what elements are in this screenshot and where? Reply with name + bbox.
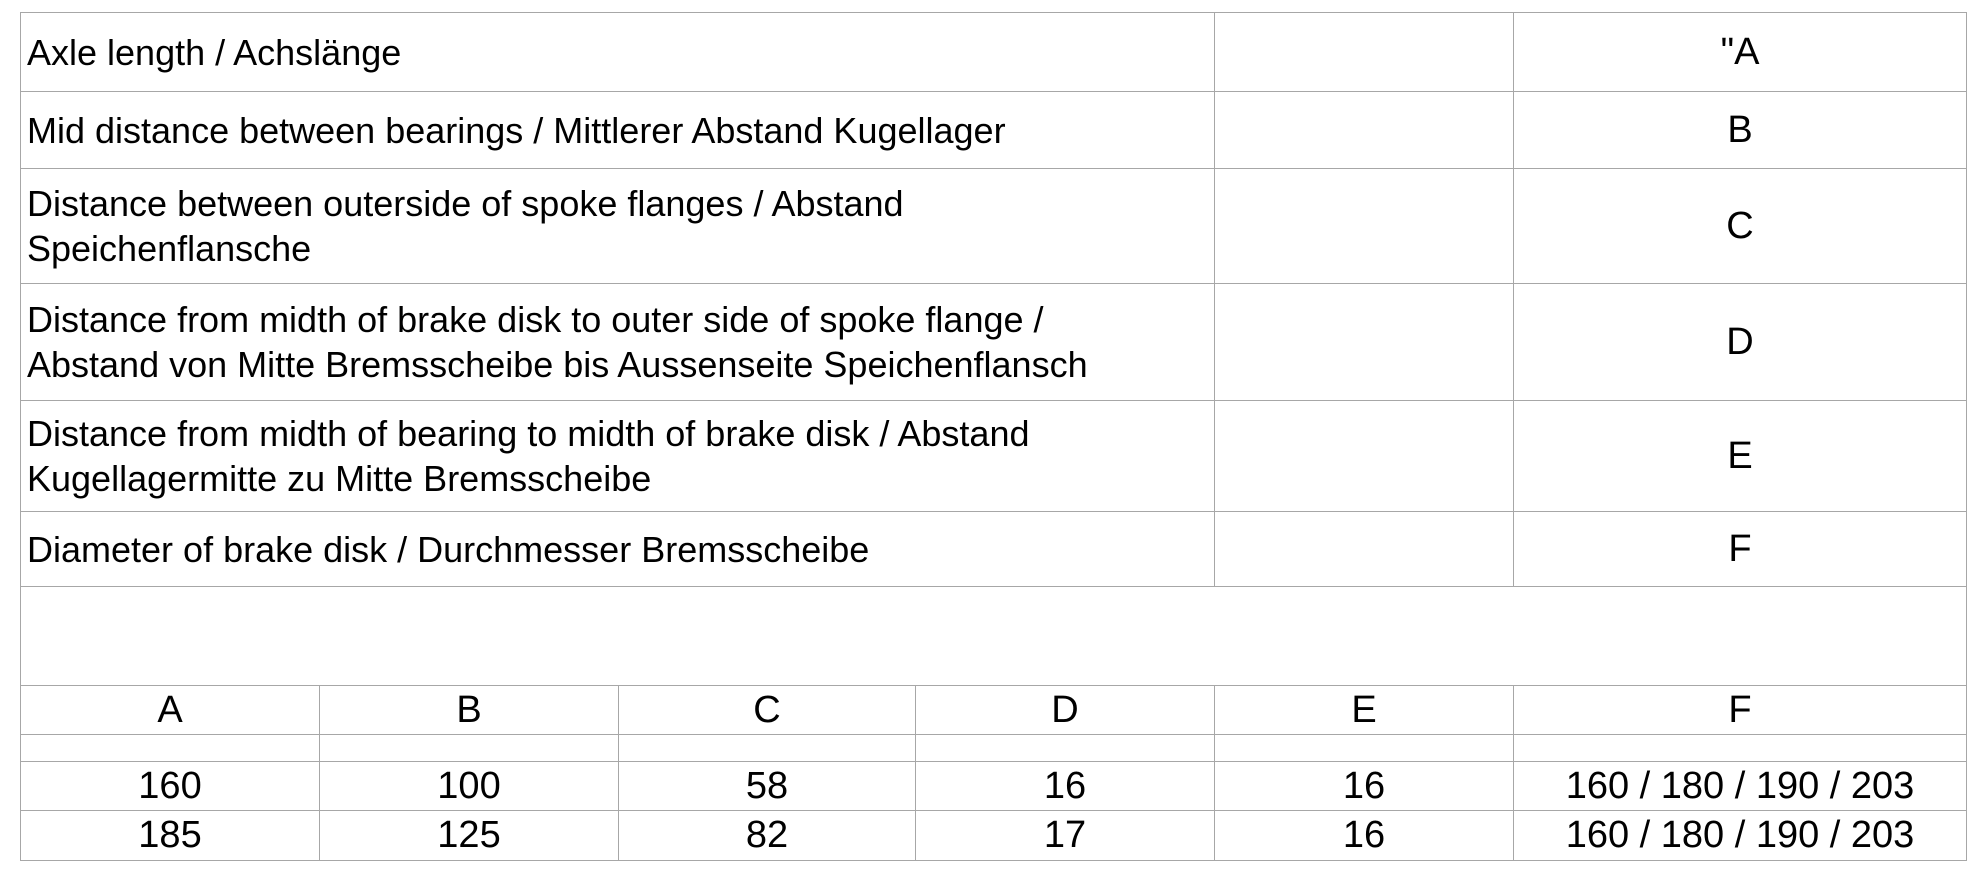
dimension-description-b-text: Mid distance between bearings / Mittlerer Abstand Kugellager (27, 109, 1006, 151)
dimension-code-a[interactable] (1513, 12, 1967, 92)
dimension-description-c[interactable] (20, 168, 1215, 284)
dimension-description-a-text: Axle length / Achslänge (27, 31, 402, 73)
table-header-a-text: A (157, 688, 183, 731)
dimension-empty-cell-a[interactable] (1214, 12, 1514, 92)
table-header-c-text: C (753, 688, 781, 731)
dimension-description-f-text: Diameter of brake disk / Durchmesser Bremsscheibe (27, 528, 870, 570)
table-cell-value: 16 (1043, 764, 1087, 807)
dimension-code-e[interactable] (1513, 400, 1967, 512)
dimension-description-e-text: Distance from midth of bearing to midth of brake disk / Abstand Kugellagermitte zu Mitte Bremsscheibe (27, 413, 1030, 499)
empty-thin-cell-c[interactable] (618, 734, 916, 762)
dimension-description-f[interactable] (20, 511, 1215, 587)
dimension-empty-cell-b[interactable] (1214, 91, 1514, 169)
table-header-f[interactable] (1513, 685, 1967, 735)
table-cell-value: 82 (745, 814, 789, 856)
table-cell-value: 16 (1342, 814, 1386, 856)
empty-thin-cell-b[interactable] (319, 734, 619, 762)
table-cell-value: 125 (437, 814, 501, 856)
dimension-empty-cell-e[interactable] (1214, 400, 1514, 512)
dimension-description-a[interactable] (20, 12, 1215, 92)
table-cell[interactable] (915, 810, 1215, 861)
table-cell[interactable] (1513, 810, 1967, 861)
table-header-d[interactable] (915, 685, 1215, 735)
table-cell-value: 100 (437, 764, 501, 807)
dimension-code-d[interactable] (1513, 283, 1967, 401)
dimension-description-c-text: Distance between outerside of spoke flanges / Abstand Speichenflansche (27, 183, 904, 269)
empty-thin-cell-e[interactable] (1214, 734, 1514, 762)
dimension-code-c-text: C (1726, 204, 1754, 247)
table-cell[interactable] (20, 761, 320, 811)
empty-thin-cell-f[interactable] (1513, 734, 1967, 762)
table-cell[interactable] (319, 761, 619, 811)
dimension-description-d[interactable] (20, 283, 1215, 401)
table-header-a[interactable] (20, 685, 320, 735)
empty-thin-cell-d[interactable] (915, 734, 1215, 762)
table-cell[interactable] (1214, 761, 1514, 811)
table-cell-value: 160 (138, 764, 202, 807)
table-cell[interactable] (1214, 810, 1514, 861)
dimension-empty-cell-d[interactable] (1214, 283, 1514, 401)
table-header-b[interactable] (319, 685, 619, 735)
dimension-description-b[interactable] (20, 91, 1215, 169)
table-header-f-text: F (1728, 688, 1752, 731)
table-cell[interactable] (915, 761, 1215, 811)
table-cell-value: 17 (1043, 814, 1087, 856)
dimension-code-b[interactable] (1513, 91, 1967, 169)
dimension-code-c[interactable] (1513, 168, 1967, 284)
empty-spacer-row[interactable] (20, 586, 1967, 686)
dimension-description-d-text: Distance from midth of brake disk to outer side of spoke flange / Abstand von Mitte Bremsscheibe bis Aussenseite Speichenflansch (27, 299, 1088, 385)
empty-thin-cell-a[interactable] (20, 734, 320, 762)
dimension-description-e[interactable] (20, 400, 1215, 512)
dimension-code-e-text: E (1727, 434, 1753, 477)
table-cell-value: 185 (138, 814, 202, 856)
table-cell[interactable] (618, 810, 916, 861)
dimension-code-f[interactable] (1513, 511, 1967, 587)
dimension-empty-cell-f[interactable] (1214, 511, 1514, 587)
table-cell[interactable] (1513, 761, 1967, 811)
dimension-code-a-text: "A (1720, 30, 1760, 73)
table-header-e-text: E (1351, 688, 1377, 731)
table-header-c[interactable] (618, 685, 916, 735)
table-header-d-text: D (1051, 688, 1079, 731)
table-cell-value: 58 (745, 764, 789, 807)
table-header-b-text: B (456, 688, 482, 731)
dimension-empty-cell-c[interactable] (1214, 168, 1514, 284)
table-cell[interactable] (319, 810, 619, 861)
table-cell[interactable] (20, 810, 320, 861)
table-cell-value: 160 / 180 / 190 / 203 (1565, 764, 1915, 807)
table-cell-value: 16 (1342, 764, 1386, 807)
dimension-code-f-text: F (1728, 527, 1752, 570)
table-cell[interactable] (618, 761, 916, 811)
table-cell-value: 160 / 180 / 190 / 203 (1565, 814, 1915, 856)
table-header-e[interactable] (1214, 685, 1514, 735)
dimension-code-b-text: B (1727, 108, 1753, 151)
dimension-code-d-text: D (1726, 320, 1754, 363)
